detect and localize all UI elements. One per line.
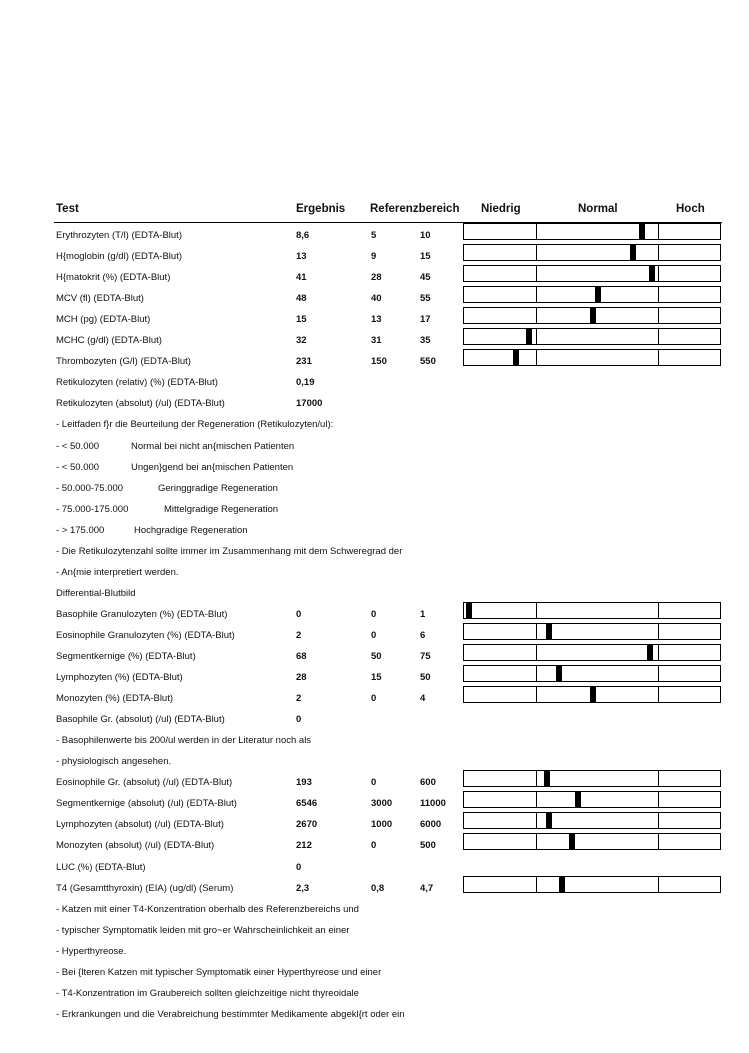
reference-low: 28 [371,272,382,283]
note-text: - Bei {lteren Katzen mit typischer Symptomatik einer Hyperthyreose und einer [56,967,382,978]
low-normal-divider [536,792,537,807]
reference-low: 150 [371,356,387,367]
result-row [0,356,749,377]
reference-low: 5 [371,230,377,241]
reference-low: 0,8 [371,883,385,894]
range-indicator [463,623,721,640]
normal-high-divider [658,245,659,260]
result-marker [513,350,519,365]
result-row [0,377,749,398]
result-marker [649,266,655,281]
test-name: H{moglobin (g/dl) (EDTA-Blut) [56,251,183,262]
note-text: - typischer Symptomatik leiden mit gro~er Wahrscheinlichkeit an einer [56,925,350,936]
low-normal-divider [536,834,537,849]
test-name: Segmentkernige (%) (EDTA-Blut) [56,651,196,662]
note-text: - Katzen mit einer T4-Konzentration oberhalb des Referenzbereichs und [56,904,359,915]
test-name: Basophile Gr. (absolut) (/ul) (EDTA-Blut) [56,714,225,725]
normal-high-divider [658,877,659,892]
note-text: - Erkrankungen und die Verabreichung bestimmter Medikamente abgekl{rt oder ein [56,1009,405,1020]
test-result: 0,19 [296,377,315,388]
result-row [0,714,749,735]
reference-high: 10 [420,230,431,241]
normal-high-divider [658,645,659,660]
test-result: 0 [296,609,302,620]
regeneration-description: Ungen}gend bei an{mischen Patienten [131,462,294,473]
test-name: Monozyten (%) (EDTA-Blut) [56,693,174,704]
test-result: 8,6 [296,230,310,241]
result-marker [590,687,596,702]
test-result: 32 [296,335,307,346]
range-indicator [463,665,721,682]
low-normal-divider [536,603,537,618]
reference-high: 4,7 [420,883,434,894]
regeneration-threshold: - 75.000-175.000 [56,504,129,515]
range-indicator [463,307,721,324]
result-row [0,883,749,904]
range-indicator [463,223,721,240]
test-name: Retikulozyten (absolut) (/ul) (EDTA-Blut) [56,398,225,409]
regeneration-description: Normal bei nicht an{mischen Patienten [131,441,295,452]
reference-high: 6 [420,630,426,641]
low-normal-divider [536,624,537,639]
reference-high: 600 [420,777,436,788]
result-marker [544,771,550,786]
header-test: Test [56,203,79,215]
reference-low: 1000 [371,819,393,830]
range-indicator [463,644,721,661]
low-normal-divider [536,771,537,786]
test-result: 2 [296,630,302,641]
normal-high-divider [658,624,659,639]
range-indicator [463,328,721,345]
test-name: T4 (Gesamtthyroxin) (EIA) (ug/dl) (Serum) [56,883,234,894]
result-marker [466,603,472,618]
range-indicator [463,265,721,282]
result-marker [559,877,565,892]
normal-high-divider [658,329,659,344]
regeneration-description: Mittelgradige Regeneration [164,504,279,515]
note-text: - T4-Konzentration im Graubereich sollten gleichzeitige nicht thyreoidale [56,988,359,999]
normal-high-divider [658,308,659,323]
reference-low: 9 [371,251,377,262]
result-marker [556,666,562,681]
low-normal-divider [536,224,537,239]
header-high: Hoch [676,203,705,215]
range-indicator [463,876,721,893]
low-normal-divider [536,329,537,344]
result-marker [526,329,532,344]
note-text: - An{mie interpretiert werden. [56,567,179,578]
result-row [0,693,749,714]
range-indicator [463,349,721,366]
test-result: 2670 [296,819,318,830]
test-result: 0 [296,714,302,725]
range-indicator [463,770,721,787]
range-indicator [463,602,721,619]
test-result: 13 [296,251,307,262]
reference-high: 11000 [420,798,446,809]
test-result: 17000 [296,398,323,409]
result-marker [575,792,581,807]
header-reference: Referenzbereich [370,203,460,215]
normal-high-divider [658,687,659,702]
note-text: - Basophilenwerte bis 200/ul werden in der Literatur noch als [56,735,312,746]
reference-high: 17 [420,314,431,325]
range-indicator [463,791,721,808]
reference-high: 35 [420,335,431,346]
test-result: 2 [296,693,302,704]
result-marker [639,224,645,239]
result-marker [647,645,653,660]
low-normal-divider [536,287,537,302]
note-text: - physiologisch angesehen. [56,756,172,767]
normal-high-divider [658,771,659,786]
result-row [0,840,749,861]
test-name: Monozyten (absolut) (/ul) (EDTA-Blut) [56,840,215,851]
reference-high: 500 [420,840,436,851]
regeneration-description: Geringgradige Regeneration [158,483,278,494]
test-result: 41 [296,272,307,283]
result-marker [546,624,552,639]
reference-low: 0 [371,693,377,704]
note-text: - Die Retikulozytenzahl sollte immer im Zusammenhang mit dem Schweregrad der [56,546,403,557]
range-indicator [463,686,721,703]
normal-high-divider [658,350,659,365]
reference-high: 45 [420,272,431,283]
reference-low: 13 [371,314,382,325]
test-result: 68 [296,651,307,662]
low-normal-divider [536,813,537,828]
test-name: MCH (pg) (EDTA-Blut) [56,314,151,325]
test-name: H{matokrit (%) (EDTA-Blut) [56,272,171,283]
regeneration-threshold: - > 175.000 [56,525,105,536]
result-marker [546,813,552,828]
reference-low: 40 [371,293,382,304]
header-low: Niedrig [481,203,521,215]
low-normal-divider [536,266,537,281]
low-normal-divider [536,877,537,892]
note-text: Differential-Blutbild [56,588,136,599]
range-indicator [463,812,721,829]
reference-low: 0 [371,777,377,788]
test-result: 212 [296,840,312,851]
reference-high: 1 [420,609,426,620]
reference-low: 3000 [371,798,393,809]
test-result: 231 [296,356,312,367]
test-result: 0 [296,862,302,873]
result-marker [630,245,636,260]
normal-high-divider [658,287,659,302]
reference-low: 50 [371,651,382,662]
test-name: Basophile Granulozyten (%) (EDTA-Blut) [56,609,228,620]
normal-high-divider [658,813,659,828]
range-indicator [463,286,721,303]
range-indicator [463,833,721,850]
reference-high: 50 [420,672,431,683]
header-normal: Normal [578,203,618,215]
test-name: Lymphozyten (%) (EDTA-Blut) [56,672,183,683]
low-normal-divider [536,687,537,702]
header-result: Ergebnis [296,203,346,215]
low-normal-divider [536,245,537,260]
test-result: 48 [296,293,307,304]
test-name: Thrombozyten (G/l) (EDTA-Blut) [56,356,191,367]
test-name: Eosinophile Granulozyten (%) (EDTA-Blut) [56,630,235,641]
reference-high: 6000 [420,819,442,830]
regeneration-description: Hochgradige Regeneration [134,525,248,536]
test-result: 6546 [296,798,318,809]
result-marker [595,287,601,302]
low-normal-divider [536,350,537,365]
reference-high: 15 [420,251,431,262]
reference-low: 31 [371,335,382,346]
note-text: - Hyperthyreose. [56,946,127,957]
regeneration-threshold: - < 50.000 [56,462,100,473]
normal-high-divider [658,792,659,807]
test-result: 15 [296,314,307,325]
test-name: Erythrozyten (T/l) (EDTA-Blut) [56,230,182,241]
reference-high: 550 [420,356,436,367]
low-normal-divider [536,645,537,660]
normal-high-divider [658,224,659,239]
normal-high-divider [658,603,659,618]
test-result: 28 [296,672,307,683]
normal-high-divider [658,266,659,281]
note-text: - Leitfaden f}r die Beurteilung der Regeneration (Retikulozyten/ul): [56,419,334,430]
low-normal-divider [536,308,537,323]
regeneration-threshold: - < 50.000 [56,441,100,452]
reference-high: 75 [420,651,431,662]
reference-low: 0 [371,609,377,620]
test-name: Retikulozyten (relativ) (%) (EDTA-Blut) [56,377,218,388]
normal-high-divider [658,834,659,849]
range-indicator [463,244,721,261]
test-result: 2,3 [296,883,310,894]
test-name: Eosinophile Gr. (absolut) (/ul) (EDTA-Blut) [56,777,233,788]
result-marker [569,834,575,849]
test-name: MCHC (g/dl) (EDTA-Blut) [56,335,162,346]
reference-high: 4 [420,693,426,704]
result-row [0,398,749,419]
normal-high-divider [658,666,659,681]
low-normal-divider [536,666,537,681]
test-name: Segmentkernige (absolut) (/ul) (EDTA-Blut) [56,798,237,809]
reference-low: 0 [371,630,377,641]
test-name: LUC (%) (EDTA-Blut) [56,862,146,873]
regeneration-threshold: - 50.000-75.000 [56,483,124,494]
reference-low: 0 [371,840,377,851]
test-name: Lymphozyten (absolut) (/ul) (EDTA-Blut) [56,819,224,830]
reference-high: 55 [420,293,431,304]
result-marker [590,308,596,323]
test-result: 193 [296,777,312,788]
reference-low: 15 [371,672,382,683]
test-name: MCV (fl) (EDTA-Blut) [56,293,144,304]
